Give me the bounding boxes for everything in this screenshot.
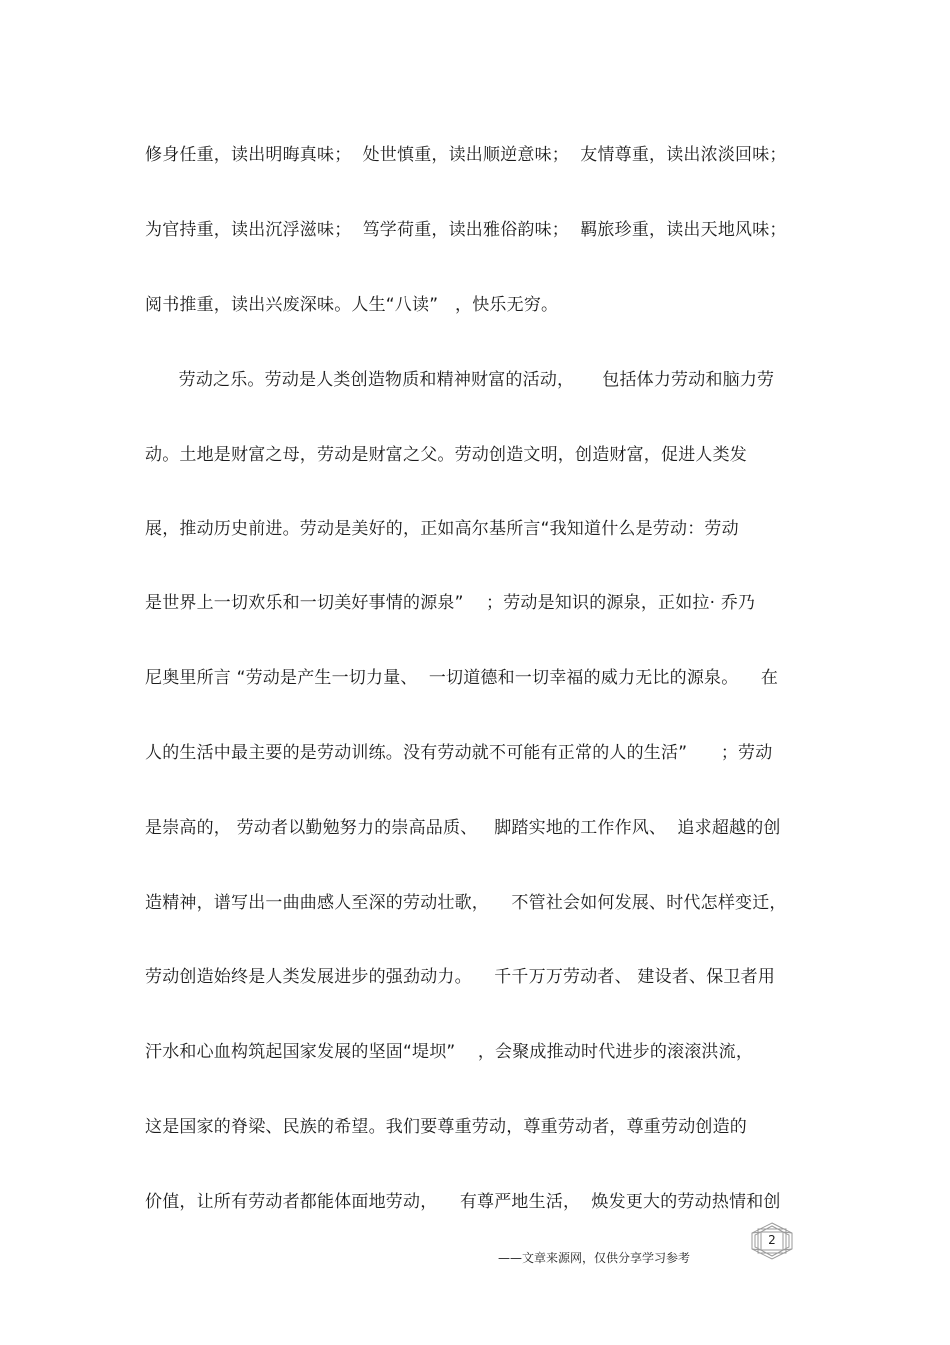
body-text-line: 尼奥里所言 “劳动是产生一切力量、 一切道德和一切幸福的威力无比的源泉。 在 bbox=[145, 668, 779, 688]
body-text-line: 这是国家的脊梁、民族的希望。我们要尊重劳动，尊重劳动者，尊重劳动创造的 bbox=[145, 1117, 747, 1137]
body-text-line: 展，推动历史前进。劳动是美好的，正如高尔基所言“我知道什么是劳动：劳动 bbox=[145, 519, 739, 539]
body-text-line: 劳动创造始终是人类发展进步的强劲动力。 千千万万劳动者、 建设者、保卫者用 bbox=[145, 967, 776, 987]
page-number-badge bbox=[748, 1221, 796, 1261]
source-note: ——文章来源网，仅供分享学习参考 bbox=[498, 1251, 691, 1265]
body-text-line: 造精神，谱写出一曲曲感人至深的劳动壮歌， 不管社会如何发展、时代怎样变迁， bbox=[145, 893, 787, 913]
body-text-line: 价值，让所有劳动者都能体面地劳动， 有尊严地生活， 焕发更大的劳动热情和创 bbox=[145, 1192, 781, 1212]
page-number: 2 bbox=[768, 1233, 776, 1247]
body-text-line: 阅书推重，读出兴废深味。人生“八读” ，快乐无穷。 bbox=[145, 295, 559, 315]
body-text-line: 为官持重，读出沉浮滋味； 笃学荷重，读出雅俗韵味； 羁旅珍重，读出天地风味； bbox=[145, 220, 787, 240]
body-text-line: 修身任重，读出明晦真味； 处世慎重，读出顺逆意味； 友情尊重，读出浓淡回味； bbox=[145, 145, 787, 165]
body-text-line: 是崇高的， 劳动者以勤勉努力的崇高品质、 脚踏实地的工作作风、 追求超越的创 bbox=[145, 818, 781, 838]
body-text-line: 汗水和心血构筑起国家发展的坚固“堤坝” ，会聚成推动时代进步的滚滚洪流， bbox=[145, 1042, 754, 1062]
body-text-line: 动。土地是财富之母，劳动是财富之父。劳动创造文明，创造财富，促进人类发 bbox=[145, 445, 747, 465]
body-text-line: 是世界上一切欢乐和一切美好事情的源泉” ；劳动是知识的源泉，正如拉· 乔乃 bbox=[145, 593, 756, 613]
body-text-line: 劳动之乐。劳动是人类创造物质和精神财富的活动， 包括体力劳动和脑力劳 bbox=[145, 370, 775, 390]
body-text-line: 人的生活中最主要的是劳动训练。没有劳动就不可能有正常的人的生活” ；劳动 bbox=[145, 743, 773, 763]
